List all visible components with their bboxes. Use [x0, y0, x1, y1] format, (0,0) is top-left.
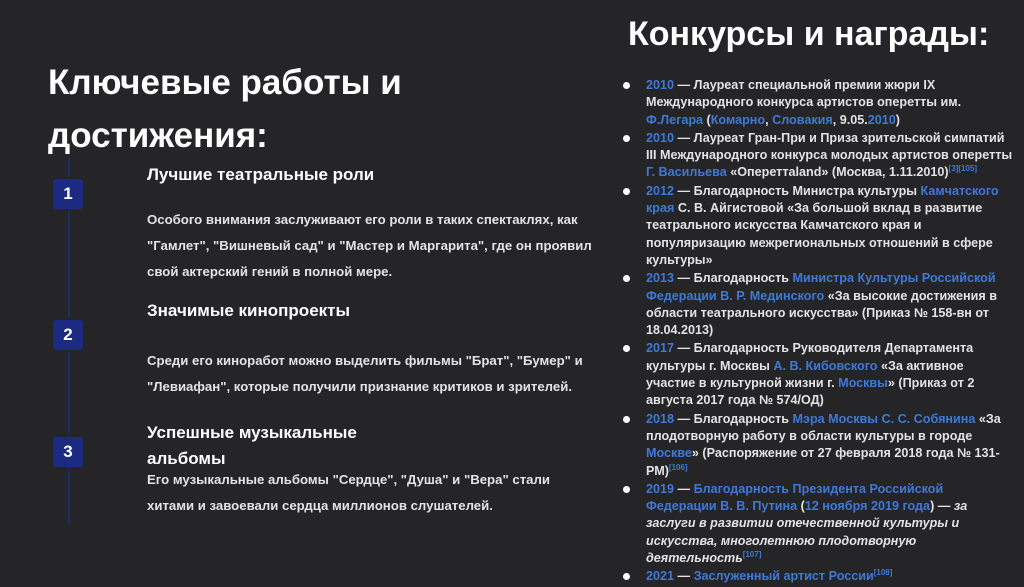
- award-item: [622, 568, 1014, 585]
- award-text: ): [895, 112, 900, 127]
- award-link[interactable]: Мэра Москвы С. С. Собянина: [792, 411, 976, 426]
- award-text: ,: [765, 112, 773, 127]
- award-text: — Лауреат специальной премии жюри IX Международного конкурса артистов оперетты им.: [646, 78, 962, 110]
- award-link[interactable]: Ф.Легара: [646, 112, 704, 127]
- citation-link[interactable]: [106]: [668, 462, 688, 472]
- step-3-badge: 3: [53, 437, 83, 467]
- award-link[interactable]: Благодарность Президента Российской Федерации В. В. Путина: [646, 481, 944, 514]
- step-1-title: Лучшие театральные роли: [147, 165, 375, 184]
- award-item: [622, 130, 1014, 182]
- award-text: — Благодарность Руководителя Департамента культуры г. Москвы: [646, 341, 974, 373]
- award-text: «За активное участие в культурной жизни г.: [646, 358, 964, 391]
- award-text: «За высокие достижения в области театрального искусства» (Приказ № 158-вн от 18.04.2013): [646, 288, 997, 338]
- award-text: —: [674, 569, 694, 584]
- award-text: С. В. Айгистовой «За большой вклад в развитие театрального искусства Камчатского края и популяризацию межрегиональных отношений в сфере культуры»: [646, 201, 993, 267]
- award-text: «За плодотворную работу в области культуры в городе: [646, 411, 1001, 443]
- award-item: [622, 183, 1014, 269]
- award-italic-text: за заслуги в развитии отечественной культуры и искусства, многолетнюю плодотворную деятельность: [646, 499, 968, 566]
- award-item: [622, 340, 1014, 409]
- award-link[interactable]: 2021: [646, 569, 675, 584]
- step-2-badge: 2: [53, 320, 83, 350]
- citation-link[interactable]: [108]: [873, 568, 893, 578]
- award-item: [622, 77, 1014, 129]
- awards-list: [622, 77, 1014, 587]
- award-link[interactable]: Г. Васильева: [646, 165, 727, 180]
- bullet-icon: [623, 573, 630, 580]
- award-link[interactable]: 2010: [867, 112, 896, 127]
- award-link[interactable]: 2010: [646, 130, 675, 145]
- award-text: —: [674, 481, 694, 496]
- step-3-title: Успешные музыкальные альбомы: [147, 423, 357, 468]
- award-text: (: [703, 112, 711, 127]
- award-link[interactable]: 2018: [646, 411, 675, 426]
- bullet-icon: [623, 82, 630, 89]
- award-link[interactable]: А. В. Кибовского: [773, 358, 878, 373]
- award-item: [622, 411, 1014, 480]
- award-text: — Благодарность Министра культуры: [674, 183, 921, 198]
- bullet-icon: [623, 275, 630, 282]
- award-link[interactable]: Камчатского края: [646, 183, 999, 216]
- bullet-icon: [623, 486, 630, 493]
- award-text: — Благодарность: [674, 411, 793, 426]
- award-item: [622, 270, 1014, 339]
- award-link[interactable]: 2017: [646, 341, 675, 356]
- award-link[interactable]: Министра Культуры Российской Федерации В. Р. Мединского: [646, 271, 996, 303]
- section-title-key-works: Ключевые работы и достижения:: [48, 63, 402, 155]
- step-1-text: Особого внимания заслуживают его роли в таких спектаклях, как "Гамлет", "Вишневый сад" и "Мастер и Маргарита", где он проявил свой актерский гений в полной мере.: [147, 212, 592, 279]
- step-3-text: Его музыкальные альбомы "Сердце", "Душа" и "Вера" стали хитами и завоевали сердца миллионов слушателей.: [147, 472, 550, 513]
- award-text: » (Приказ от 2 августа 2017 года № 574/ОД): [646, 376, 975, 408]
- citation-link[interactable]: [107]: [742, 549, 762, 559]
- award-link[interactable]: Заслуженный артист России: [693, 569, 874, 584]
- award-link[interactable]: 2010: [646, 78, 675, 92]
- award-link[interactable]: Москве: [646, 446, 692, 461]
- award-link[interactable]: Словакия: [772, 112, 833, 127]
- step-2-title: Значимые кинопроекты: [147, 301, 350, 320]
- bullet-icon: [623, 345, 630, 352]
- bullet-icon: [623, 416, 630, 423]
- award-link[interactable]: Комарно: [710, 112, 766, 127]
- award-text: » (Распоряжение от 27 февраля 2018 года № 131-РМ): [646, 446, 1000, 478]
- section-title-awards: Конкурсы и награды:: [628, 15, 990, 53]
- award-link[interactable]: 2013: [646, 271, 675, 286]
- bullet-icon: [623, 188, 630, 195]
- award-link[interactable]: 12 ноября 2019 года: [804, 499, 931, 514]
- citation-link[interactable]: [105]: [958, 164, 977, 174]
- award-link[interactable]: 2019: [646, 481, 675, 496]
- award-text: (: [797, 499, 805, 514]
- bullet-icon: [623, 135, 630, 142]
- award-item: [622, 481, 1014, 567]
- award-text: — Благодарность: [674, 271, 793, 286]
- step-2-text: Среди его кинoработ можно выделить фильмы "Брат", "Бумер" и "Левиафан", которые получили признание критиков и зрителей.: [147, 353, 583, 394]
- award-text: — Лауреат Гран-При и Приза зрительской симпатий III Международного конкурса молодых артистов оперетты: [646, 130, 1013, 163]
- step-1-badge: 1: [53, 179, 83, 209]
- citation-link[interactable]: [3]: [948, 164, 959, 174]
- award-link[interactable]: 2012: [646, 183, 675, 198]
- award-text: ) —: [930, 499, 954, 514]
- award-text: , 9.05.: [832, 112, 868, 127]
- award-text: «Опереттаland» (Москва, 1.11.2010): [726, 165, 949, 180]
- award-link[interactable]: Москвы: [838, 376, 888, 391]
